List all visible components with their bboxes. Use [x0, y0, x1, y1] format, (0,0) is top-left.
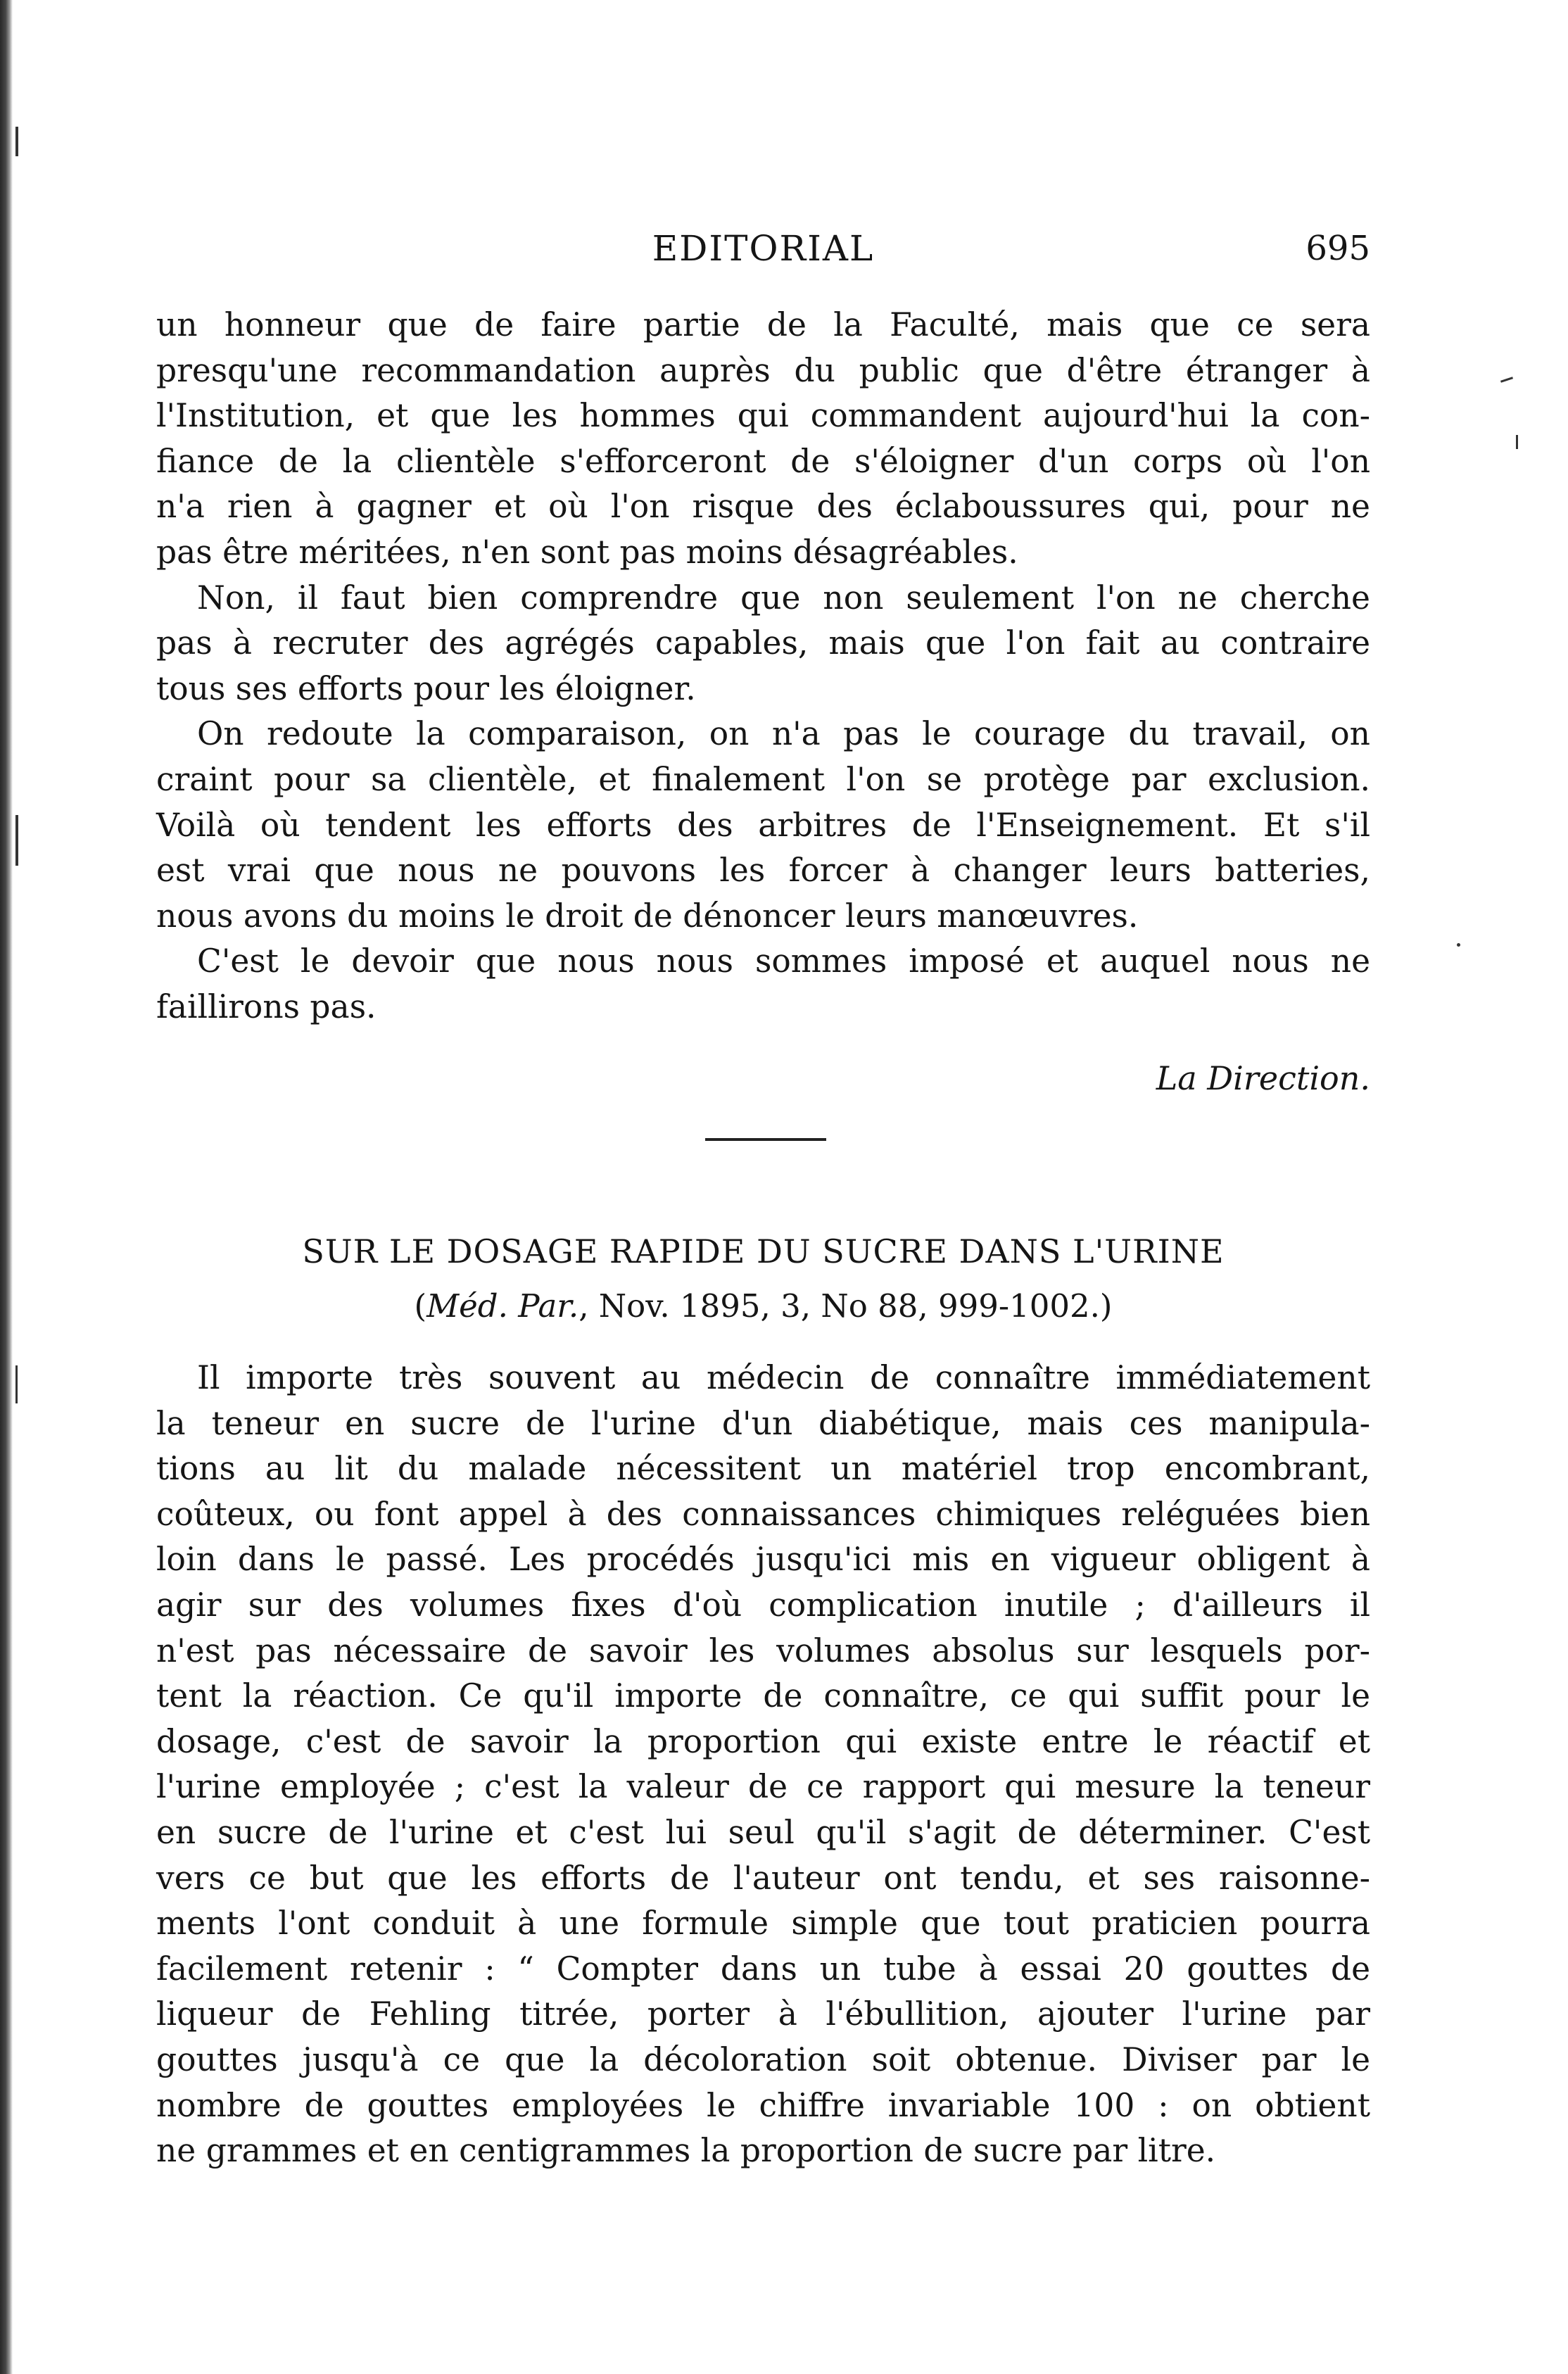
text-line: en sucre de l'urine et c'est lui seul qu'il s'agit de déterminer. C'est — [156, 1813, 1370, 1851]
text-line: liqueur de Fehling titrée, porter à l'ébullition, ajouter l'urine par — [156, 1995, 1370, 2033]
section-divider — [705, 1138, 826, 1141]
text-line: l'urine employée ; c'est la valeur de ce rapport qui mesure la teneur — [156, 1768, 1370, 1806]
editorial-body — [156, 303, 1370, 1030]
text-line: l'Institution, et que les hommes qui commandent aujourd'hui la con- — [156, 397, 1370, 435]
running-head: EDITORIAL — [652, 228, 875, 269]
margin-mark — [15, 815, 18, 866]
text-line: tous ses efforts pour les éloigner. — [156, 669, 696, 707]
text-line: facilement retenir : “ Compter dans un tube à essai 20 gouttes de — [156, 1950, 1370, 1988]
text-line: loin dans le passé. Les procédés jusqu'ici mis en vigueur obligent à — [156, 1541, 1370, 1579]
text-line: faillirons pas. — [156, 987, 377, 1025]
text-line: On redoute la comparaison, on n'a pas le courage du travail, on — [197, 715, 1370, 753]
margin-mark — [1500, 377, 1513, 382]
text-line: ments l'ont conduit à une formule simple que tout praticien pourra — [156, 1905, 1370, 1943]
text-line: nous avons du moins le droit de dénoncer leurs manœuvres. — [156, 897, 1139, 935]
margin-mark — [15, 1365, 18, 1403]
text-line: Il importe très souvent au médecin de connaître immédiatement — [197, 1359, 1370, 1396]
text-line: vers ce but que les efforts de l'auteur ont tendu, et ses raisonne- — [156, 1859, 1370, 1897]
text-line: ne grammes et en centigrammes la proportion de sucre par litre. — [156, 2132, 1216, 2170]
text-line: pas à recruter des agrégés capables, mais que l'on fait au contraire — [156, 624, 1370, 662]
text-line: presqu'une recommandation auprès du public que d'être étranger à — [156, 351, 1370, 389]
text-line: nombre de gouttes employées le chiffre invariable 100 : on obtient — [156, 2086, 1370, 2124]
binding-shadow — [0, 0, 13, 2374]
text-line: fiance de la clientèle s'efforceront de s'éloigner d'un corps où l'on — [156, 442, 1370, 480]
signature: La Direction. — [1156, 1059, 1370, 1097]
text-line: Non, il faut bien comprendre que non seulement l'on ne cherche — [197, 579, 1370, 617]
text-line: un honneur que de faire partie de la Faculté, mais que ce sera — [156, 306, 1370, 343]
text-line: n'a rien à gagner et où l'on risque des éclaboussures qui, pour ne — [156, 488, 1370, 526]
text-line: pas être méritées, n'en sont pas moins désagréables. — [156, 533, 1018, 571]
text-line: coûteux, ou font appel à des connaissances chimiques reléguées bien — [156, 1495, 1370, 1533]
text-line: craint pour sa clientèle, et finalement l'on se protège par exclusion. — [156, 760, 1370, 798]
text-line: est vrai que nous ne pouvons les forcer à changer leurs batteries, — [156, 852, 1370, 890]
text-line: tions au lit du malade nécessitent un matériel trop encombrant, — [156, 1450, 1370, 1488]
text-line: n'est pas nécessaire de savoir les volumes absolus sur lesquels por- — [156, 1631, 1370, 1669]
article-citation: (Méd. Par., Nov. 1895, 3, No 88, 999-1002.) — [414, 1287, 1113, 1325]
page-number: 695 — [1305, 229, 1370, 268]
text-line: Voilà où tendent les efforts des arbitres de l'Enseignement. Et s'il — [156, 806, 1370, 844]
margin-mark — [15, 127, 18, 156]
text-line: dosage, c'est de savoir la proportion qui existe entre le réactif et — [156, 1722, 1370, 1760]
article-title: SUR LE DOSAGE RAPIDE DU SUCRE DANS L'URINE — [302, 1232, 1225, 1270]
citation-details: , Nov. 1895, 3, No 88, 999-1002. — [578, 1287, 1100, 1325]
citation-journal: Méd. Par. — [426, 1287, 579, 1325]
page-header — [156, 224, 1370, 273]
text-line: gouttes jusqu'à ce que la décoloration soit obtenue. Diviser par le — [156, 2040, 1370, 2078]
article-body — [156, 1356, 1370, 2174]
text-line: agir sur des volumes fixes d'où complication inutile ; d'ailleurs il — [156, 1586, 1370, 1624]
text-line: C'est le devoir que nous nous sommes imposé et auquel nous ne — [197, 942, 1370, 980]
margin-mark — [1457, 943, 1460, 947]
text-line: tent la réaction. Ce qu'il importe de connaître, ce qui suffit pour le — [156, 1677, 1370, 1715]
text-line: la teneur en sucre de l'urine d'un diabétique, mais ces manipula- — [156, 1404, 1370, 1442]
margin-mark — [1516, 435, 1518, 449]
